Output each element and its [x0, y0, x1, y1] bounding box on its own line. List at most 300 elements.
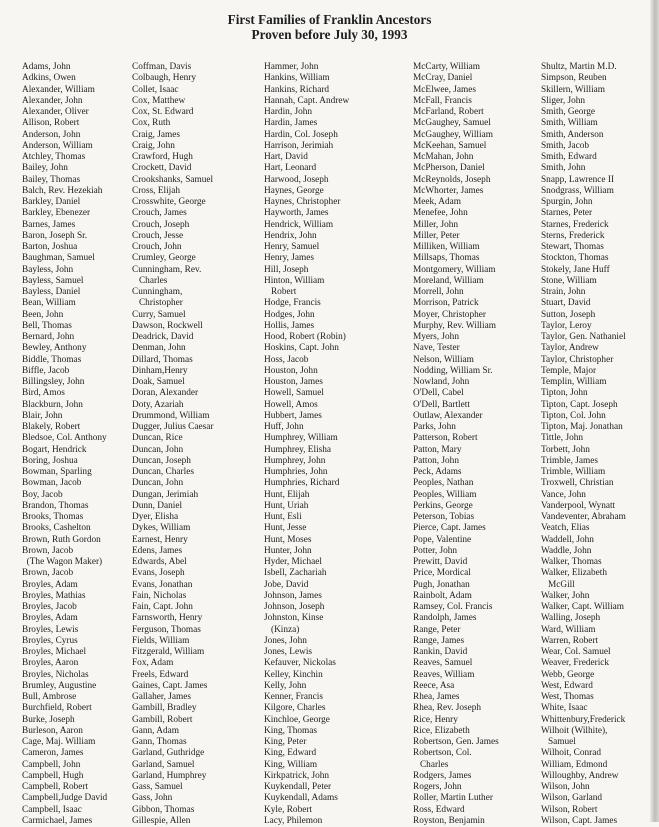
name-entry: Hood, Robert (Robin) — [264, 332, 346, 342]
name-entry: Hayworth, James — [264, 208, 329, 219]
name-entry: Stokely, Jane Huff — [541, 264, 610, 275]
name-entry: Hunt, Moses — [264, 534, 312, 545]
name-entry: Wilhoit, Conrad — [541, 748, 602, 759]
name-entry: Hill, Joseph — [264, 264, 309, 275]
name-entry: Cage, Maj. William — [22, 737, 96, 747]
name-entry: Tipton, Maj. Jonathan — [541, 422, 623, 432]
name-entry: Crosswhite, George — [132, 197, 206, 207]
name-entry: McGaughey, William — [413, 129, 493, 140]
name-entry: McGaughey, Samuel — [413, 118, 491, 129]
name-entry: Johnson, James — [264, 590, 322, 601]
name-entry: Pierce, Capt. James — [413, 523, 486, 534]
name-entry: Howell, Samuel — [264, 388, 324, 399]
name-entry: Hunt, Uriah — [264, 500, 309, 511]
name-entry: Robertson, Col. — [413, 748, 472, 759]
name-entry: Henry, James — [264, 253, 314, 264]
name-entry: Sterns, Frederick — [541, 230, 605, 241]
name-entry: Humphrey, John — [264, 455, 326, 466]
name-entry: Moreland, William — [413, 275, 484, 286]
name-entry: Tipton, Col. John — [541, 410, 606, 421]
name-entry: Potter, John — [413, 545, 458, 556]
name-entry: Starnes, Frederick — [541, 219, 609, 230]
name-entry: Baughman, Samuel — [22, 253, 95, 264]
name-entry: Range, James — [413, 635, 465, 646]
name-entry: Hannah, Capt. Andrew — [264, 95, 350, 106]
name-entry: Peoples, William — [413, 489, 477, 500]
name-entry: Simpson, Reuben — [541, 73, 607, 84]
name-entry: Gallaher, James — [132, 692, 191, 702]
name-entry: Crockett, David — [132, 163, 192, 174]
name-entry: Craig, John — [132, 140, 175, 151]
name-entry: Adams, John — [22, 62, 71, 72]
name-entry: Crouch, Jesse — [132, 230, 184, 241]
name-entry: Campbell, Robert — [22, 782, 89, 792]
name-entry: Bewley, Anthony — [22, 343, 87, 354]
name-entry: Bayless, Daniel — [22, 287, 81, 297]
name-entry: Billingsley, John — [22, 377, 85, 387]
name-entry: Hankins, William — [264, 73, 330, 84]
name-entry: Gambill, Bradley — [132, 703, 197, 714]
name-entry: Humphries, Richard — [264, 478, 340, 489]
name-entry: Garland, Guthridge — [132, 748, 205, 759]
name-entry: Duncan, John — [132, 444, 184, 455]
name-entry: Smith, George — [541, 107, 596, 117]
name-entry: Charles — [413, 759, 449, 770]
name-entry: Bowman, Jacob — [22, 478, 82, 489]
name-entry: Starnes, Peter — [541, 208, 593, 219]
name-entry: Biddle, Thomas — [22, 354, 82, 365]
name-entry: Gann, Adam — [132, 725, 179, 736]
name-entry: Taylor, Andrew — [541, 343, 599, 354]
name-entry: Wilson, Capt. James — [541, 815, 618, 826]
name-entry: Rhea, James — [413, 692, 460, 702]
name-entry: Fain, Capt. John — [132, 602, 193, 612]
name-entry: Morrison, Patrick — [413, 298, 479, 309]
name-entry: McCray, Daniel — [413, 73, 473, 84]
name-entry: Miller, John — [413, 219, 459, 230]
name-entry: Hoss, Jacob — [264, 354, 309, 365]
name-entry: Crumley, George — [132, 253, 196, 264]
name-entry: Hoskins, Capt. John — [264, 343, 339, 354]
name-entry: Strain, John — [541, 287, 586, 297]
title-line-2: Proven before July 30, 1993 — [251, 27, 408, 42]
name-entry: McFall, Francis — [413, 95, 472, 106]
name-entry: Skillern, William — [541, 84, 606, 95]
name-entry: Smith, Edward — [541, 152, 597, 162]
name-entry: Hart, David — [264, 152, 308, 162]
name-entry: Edens, James — [132, 545, 183, 556]
name-entry: Robert — [264, 287, 297, 297]
name-entry: Brandon, Thomas — [22, 500, 89, 511]
name-entry: Bailey, Thomas — [22, 174, 81, 185]
name-entry: Dinham,Henry — [132, 365, 188, 376]
title-line-1: First Families of Franklin Ancestors — [227, 12, 432, 27]
name-entry: Alexander, John — [22, 95, 83, 106]
name-entry: Balch, Rev. Hezekiah — [22, 185, 103, 196]
name-entry: King, Peter — [264, 737, 307, 747]
name-entry: Kuykendall, Peter — [264, 782, 332, 792]
name-entry: Stockton, Thomas — [541, 253, 609, 264]
name-entry: Crookshanks, Samuel — [132, 174, 214, 185]
name-entry: West, Edward — [541, 680, 593, 691]
name-entry: Hodge, Francis — [264, 298, 321, 309]
name-entry: Doak, Samuel — [132, 377, 185, 387]
name-entry: Duncan, Rice — [132, 433, 183, 444]
name-entry: Peterson, Tobias — [413, 512, 475, 522]
name-entry: Kirkpatrick, John — [264, 770, 330, 781]
name-entry: Pope, Valentine — [413, 534, 472, 545]
name-entry: Hunt, Esli — [264, 512, 302, 522]
name-entry: Nodding, William Sr. — [413, 365, 493, 376]
name-entry: Charles — [132, 275, 168, 286]
name-entry: Broyles, Adam — [22, 613, 78, 624]
name-entry: Hart, Leonard — [264, 163, 317, 174]
name-entry: McElwee, James — [413, 84, 476, 95]
name-entry: Vance, John — [541, 489, 586, 500]
name-entry: Blair, John — [22, 410, 63, 421]
name-entry: Campbell,Judge David — [22, 793, 108, 804]
name-entry: Millsaps, Thomas — [413, 253, 480, 264]
name-entry: Gambill, Robert — [132, 714, 193, 725]
name-entry: Dyer, Elisha — [132, 512, 179, 522]
name-entry: Kinchloe, George — [264, 714, 330, 725]
name-entry: Sutton, Joseph — [541, 309, 596, 320]
name-entry: Rainbolt, Adam — [413, 590, 472, 601]
name-entry: (The Wagon Maker) — [22, 557, 103, 567]
name-entry: Cox, Ruth — [132, 118, 171, 129]
name-entry: Brown, Jacob — [22, 568, 74, 579]
name-entry: Hardin, John — [264, 107, 313, 117]
name-entry: Walker, Capt. William — [541, 602, 625, 612]
name-entry: Ramsey, Col. Francis — [413, 602, 493, 612]
name-entry: Broyles, Jacob — [22, 602, 77, 612]
name-entry: Vandeventer, Abraham — [541, 512, 626, 522]
name-entry: Tipton, John — [541, 388, 588, 399]
name-entry: Webb, George — [541, 669, 595, 680]
name-entry: Isbell, Zachariah — [264, 568, 327, 579]
name-entry: Moyer, Christopher — [413, 309, 486, 320]
name-entry: Crouch, John — [132, 242, 182, 252]
name-entry: Jones, Lewis — [264, 647, 313, 657]
name-entry: Bean, William — [22, 298, 76, 309]
name-entry: Freels, Edward — [132, 669, 189, 680]
name-entry: Kilgore, Charles — [264, 703, 326, 714]
name-entry: Cross, Elijah — [132, 185, 181, 196]
name-entry: McWhorter, James — [413, 185, 484, 196]
name-entry: Blakely, Robert — [22, 422, 81, 432]
name-entry: Kelly, John — [264, 680, 307, 691]
name-entry: Fields, William — [132, 635, 190, 646]
name-entry: Hunt, Elijah — [264, 489, 310, 500]
name-entry: Perkins, George — [413, 500, 473, 511]
name-entry: Smith, Jacob — [541, 140, 590, 151]
name-entry: Huff, John — [264, 422, 304, 432]
name-entry: Miller, Peter — [413, 230, 460, 241]
name-entry: Denman, John — [132, 343, 186, 354]
name-entry: Cunningham, Rev. — [132, 264, 202, 275]
name-entry: Blackburn, John — [22, 399, 83, 410]
name-entry: Myers, John — [413, 332, 459, 342]
name-entry: Doran, Alexander — [132, 388, 199, 399]
name-entry: Garland, Samuel — [132, 759, 195, 770]
name-entry: Stuart, David — [541, 298, 591, 309]
name-entry: Harrison, Jerimiah — [264, 140, 334, 151]
name-entry: Wear, Col. Samuel — [541, 647, 611, 657]
name-entry: Bernard, John — [22, 332, 75, 342]
name-entry: McPherson, Daniel — [413, 163, 485, 174]
name-entry: Trimble, William — [541, 467, 606, 477]
name-entry: Brumley, Augustine — [22, 680, 97, 691]
name-entry: Bayless, Samuel — [22, 275, 84, 286]
name-entry: Rice, Elizabeth — [413, 725, 470, 736]
name-entry: Atchley, Thomas — [22, 152, 86, 162]
name-entry: Smith, John — [541, 163, 586, 174]
name-entry: Dawson, Rockwell — [132, 320, 203, 331]
name-entry: Bowman, Sparling — [22, 467, 92, 477]
name-entry: William, Edmond — [541, 759, 608, 770]
name-entry: Prewitt, David — [413, 557, 468, 567]
name-entry: Trimble, James — [541, 455, 598, 466]
name-entry: Crouch, Joseph — [132, 219, 190, 230]
name-entry: Rhea, Rev. Joseph — [413, 703, 482, 714]
name-entry: Nowland, John — [413, 377, 470, 387]
name-entry: Roller, Martin Luther — [413, 793, 493, 804]
name-entry: Troxwell, Christian — [541, 478, 614, 489]
name-entry: Dykes, William — [132, 523, 191, 534]
name-entry: Range, Peter — [413, 624, 461, 635]
name-entry: Murphy, Rev. William — [413, 320, 496, 331]
name-entry: Dungan, Jerimiah — [132, 489, 199, 500]
name-entry: Kenner, Francis — [264, 692, 324, 702]
name-entry: Tittle, John — [541, 433, 584, 444]
name-entry: McMahan, John — [413, 152, 474, 162]
name-entry: Fitzgerald, William — [132, 647, 205, 657]
name-entry: Dunn, Daniel — [132, 500, 183, 511]
name-entry: Biffle, Jacob — [22, 365, 70, 376]
name-entry: Templin, William — [541, 377, 607, 387]
name-entry: Campbell, Isaac — [22, 804, 82, 815]
name-entry: Broyles, Cyrus — [22, 635, 78, 646]
name-entry: Royston, Benjamin — [413, 815, 485, 826]
name-entry: Spurgin, John — [541, 197, 593, 207]
name-entry: Brooks, Thomas — [22, 512, 84, 522]
name-entry: Jones, John — [264, 635, 307, 646]
name-entry: Collet, Isaac — [132, 84, 179, 95]
page-edge-shadow — [650, 0, 659, 822]
name-entry: Dugger, Julius Caesar — [132, 422, 214, 432]
name-entry: Smith, William — [541, 118, 598, 129]
name-entry: Patton, Mary — [413, 444, 462, 455]
name-entry: Stewart, Thomas — [541, 242, 604, 252]
name-entry: Veatch, Elias — [541, 523, 590, 534]
name-entry: Bledsoe, Col. Anthony — [22, 433, 107, 444]
name-entry: Anderson, John — [22, 129, 81, 140]
document-title — [0, 12, 659, 42]
name-entry: Kelley, Kinchin — [264, 669, 323, 680]
name-entry: Fox, Adam — [132, 658, 174, 669]
name-entry: Waddell, John — [541, 534, 594, 545]
name-entry: Henry, Samuel — [264, 242, 320, 252]
name-entry: Patton, John — [413, 455, 459, 466]
name-entry: Christopher — [132, 298, 183, 309]
name-entry: Barkley, Daniel — [22, 197, 81, 207]
name-entry: Johnson, Joseph — [264, 602, 325, 612]
name-entry: Farnsworth, Henry — [132, 613, 203, 624]
name-entry: Brown, Ruth Gordon — [22, 534, 101, 545]
name-entry: Colbaugh, Henry — [132, 73, 197, 84]
name-entry: Vanderpool, Wynatt — [541, 500, 616, 511]
name-entry: Kefauver, Nickolas — [264, 658, 336, 669]
name-entry: Gillespie, Allen — [132, 815, 191, 826]
name-entry: Nave, Tester — [413, 343, 460, 354]
name-entry: McFarland, Robert — [413, 107, 484, 117]
name-entry: Brooks, Cashelton — [22, 523, 91, 534]
name-entry: Earnest, Henry — [132, 534, 188, 545]
name-entry: Lacy, Philemon — [264, 815, 323, 826]
name-entry: Cox, Matthew — [132, 95, 186, 106]
name-entry: Snapp, Lawrence II — [541, 174, 615, 185]
name-entry: Waddle, John — [541, 545, 592, 556]
name-entry: Carmichael, James — [22, 815, 93, 826]
name-entry: Taylor, Christopher — [541, 354, 614, 365]
name-entry: Doty, Azariah — [132, 399, 184, 410]
name-entry: Hardin, James — [264, 118, 318, 129]
name-entry: Boy, Jacob — [22, 489, 63, 500]
name-entry: Torbett, John — [541, 444, 590, 455]
name-entry: Gann, Thomas — [132, 737, 187, 747]
name-entry: O'Dell, Bartlett — [413, 399, 470, 410]
name-entry: Broyles, Aaron — [22, 658, 79, 669]
name-entry: Duncan, Joseph — [132, 455, 191, 466]
name-entry: King, William — [264, 759, 318, 770]
name-entry: King, Thomas — [264, 725, 318, 736]
name-entry: (Kinza) — [264, 624, 300, 635]
name-entry: Barkley, Ebenezer — [22, 208, 91, 219]
name-entry: Menefee, John — [413, 208, 468, 219]
name-entry: Burleson, Aaron — [22, 725, 83, 736]
name-entry: Morrell, John — [413, 287, 464, 297]
name-entry: O'Dell, Cabel — [413, 388, 464, 399]
name-entry: Pugh, Jonathan — [413, 579, 470, 590]
name-entry: Bayless, John — [22, 264, 74, 275]
name-entry: Gass, Samuel — [132, 782, 183, 792]
name-entry: Broyles, Lewis — [22, 624, 79, 635]
name-entry: Humphries, John — [264, 467, 328, 477]
name-entry: Kuykendall, Adams — [264, 793, 338, 804]
name-entry: Humphrey, William — [264, 433, 338, 444]
name-entry: Meek, Adam — [413, 197, 462, 207]
name-entry: Hankins, Richard — [264, 84, 330, 95]
name-entry: Cameron, James — [22, 748, 84, 759]
name-entry: Curry, Samuel — [132, 309, 186, 320]
name-entry: Gibbon, Thomas — [132, 804, 195, 815]
name-entry: Reece, Asa — [413, 680, 455, 691]
name-entry: Deadrick, David — [132, 332, 194, 342]
name-entry: Broyles, Mathias — [22, 590, 86, 601]
name-entry: Walker, Elizabeth — [541, 568, 607, 579]
name-entry: Been, John — [22, 309, 64, 320]
name-entry: Evans, Jonathan — [132, 579, 193, 590]
name-entry: Samuel — [541, 737, 576, 747]
name-entry: McGill — [541, 579, 575, 590]
name-entry: Wilson, Garland — [541, 793, 603, 804]
name-entry: Baron, Joseph Sr. — [22, 230, 88, 241]
names-column-3 — [264, 62, 349, 827]
name-entry: Hodges, John — [264, 309, 315, 320]
name-entry: Cox, St. Edward — [132, 107, 194, 117]
name-entry: Cunningham, — [132, 287, 183, 297]
name-entry: Rice, Henry — [413, 714, 458, 725]
name-entry: Burchfield, Robert — [22, 703, 92, 714]
name-entry: Hendrix, John — [264, 230, 317, 241]
name-entry: McCarty, William — [413, 62, 481, 72]
name-entry: Edwards, Abel — [132, 557, 187, 567]
name-entry: Hendrick, William — [264, 219, 334, 230]
name-entry: Hinton, William — [264, 275, 325, 286]
name-entry: Sliger, John — [541, 95, 586, 106]
name-entry: Hubbert, James — [264, 410, 322, 421]
name-entry: Crouch, James — [132, 208, 187, 219]
names-column-1 — [22, 62, 107, 827]
name-entry: Randolph, James — [413, 613, 477, 624]
name-entry: Alexander, William — [22, 84, 95, 95]
name-entry: Parks, John — [413, 422, 456, 432]
name-entry: Price, Mordical — [413, 568, 471, 579]
name-entry: Duncan, Charles — [132, 467, 194, 477]
name-entry: Reaves, Samuel — [413, 658, 473, 669]
name-entry: Hammer, John — [264, 62, 319, 72]
name-entry: Montgomery, William — [413, 264, 496, 275]
name-entry: Walker, Thomas — [541, 557, 602, 567]
name-entry: Bull, Ambrose — [22, 692, 77, 702]
name-entry: McKeehan, Samuel — [413, 140, 487, 151]
name-entry: Outlaw, Alexander — [413, 410, 483, 421]
name-entry: Ross, Edward — [413, 804, 465, 815]
name-entry: Nelson, William — [413, 354, 474, 365]
name-entry: Campbell, Hugh — [22, 770, 84, 781]
name-entry: Drummond, William — [132, 410, 210, 421]
name-entry: Boring, Joshua — [22, 455, 78, 466]
name-entry: Wilson, John — [541, 782, 590, 792]
name-entry: Walling, Joseph — [541, 613, 601, 624]
name-entry: Brown, Jacob — [22, 545, 74, 556]
name-entry: Garland, Humphrey — [132, 770, 207, 781]
name-entry: Rankin, David — [413, 647, 468, 657]
name-entry: Rogers, John — [413, 782, 462, 792]
names-column-2 — [132, 62, 213, 827]
name-entry: Crawford, Hugh — [132, 152, 193, 162]
name-entry: Campbell, John — [22, 759, 81, 770]
name-entry: Johnston, Kinse — [264, 613, 324, 624]
name-entry: Taylor, Leroy — [541, 320, 592, 331]
name-entry: Broyles, Nicholas — [22, 669, 89, 680]
name-entry: Bird, Amos — [22, 388, 65, 399]
name-entry: Coffman, Davis — [132, 62, 192, 72]
name-entry: Humphrey, Elisha — [264, 444, 332, 455]
name-entry: Hollis, James — [264, 320, 315, 331]
name-entry: Ferguson, Thomas — [132, 624, 201, 635]
name-entry: Barton, Joshua — [22, 242, 78, 252]
name-entry: Taylor, Gen. Nathaniel — [541, 332, 626, 342]
name-entry: Willoughby, Andrew — [541, 770, 619, 781]
name-entry: Snodgrass, William — [541, 185, 614, 196]
name-entry: Hyder, Michael — [264, 557, 322, 567]
name-entry: Walker, John — [541, 590, 590, 601]
name-entry: King, Edward — [264, 748, 317, 759]
name-entry: Houston, James — [264, 377, 323, 387]
name-entry: Wilson, Robert — [541, 804, 598, 815]
name-entry: Bailey, John — [22, 163, 68, 174]
